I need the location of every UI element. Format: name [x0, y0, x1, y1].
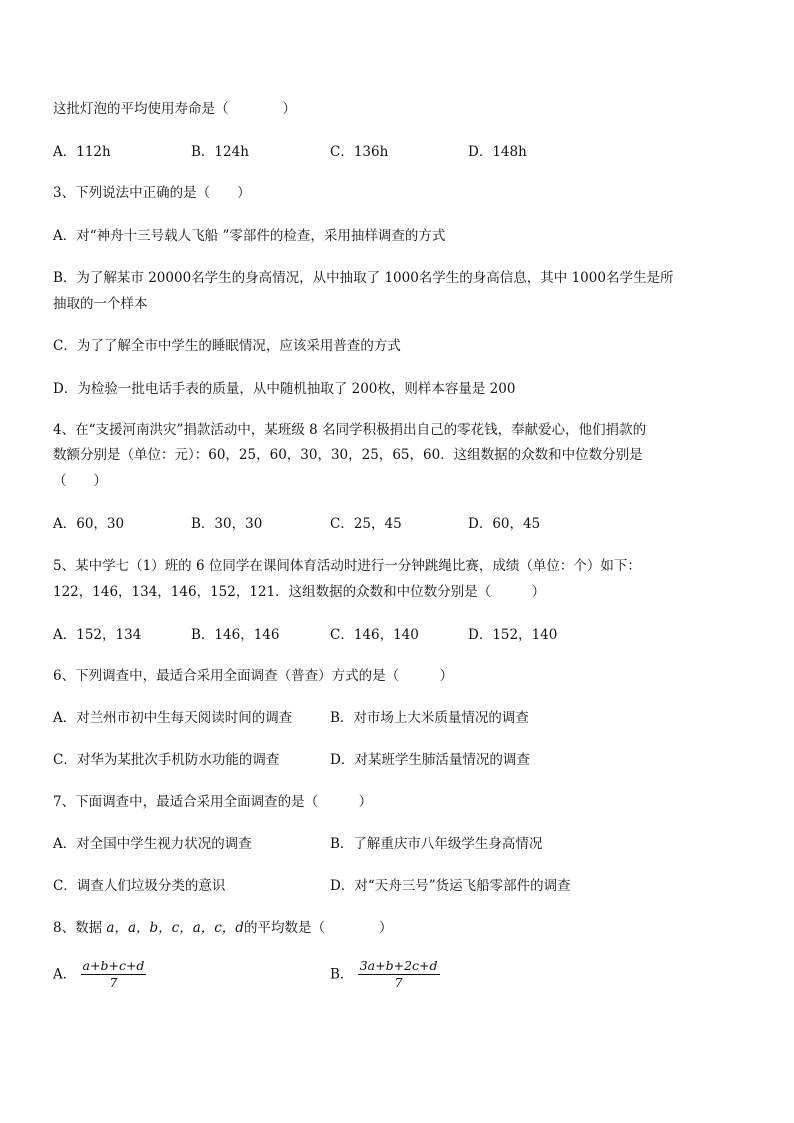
q8-stem — [53, 919, 392, 937]
q4-option-b[interactable]: B．30，30 — [191, 516, 263, 532]
q4-stem-line-3: （ ） — [53, 473, 107, 489]
q8-option-b-fraction — [358, 958, 440, 991]
q7-option-b[interactable]: B．了解重庆市八年级学生身高情况 — [330, 836, 543, 852]
q3-option-a[interactable]: A．对“神舟十三号载人飞船 ”零部件的检查，采用抽样调查的方式 — [53, 228, 446, 244]
q8-stem-suffix: 的平均数是（ ） — [243, 920, 393, 936]
q4-stem-line-1: 4、在“支援河南洪灾”捐款活动中，某班级 8 名同学积极捐出自己的零花钱，奉献爱心，他们捐款的 — [53, 422, 647, 438]
q3-option-c[interactable]: C．为了了解全市中学生的睡眠情况，应该采用普查的方式 — [53, 338, 401, 354]
q5-option-d[interactable]: D．152，140 — [468, 627, 558, 643]
q8-option-a-denominator: 7 — [109, 975, 118, 990]
q8-option-b[interactable] — [330, 958, 440, 991]
q6-option-a[interactable]: A．对兰州市初中生每天阅读时间的调查 — [53, 710, 293, 726]
q8-option-a[interactable] — [53, 958, 146, 991]
q7-option-d[interactable]: D．对“天舟三号”货运飞船零部件的调查 — [330, 878, 571, 894]
q3-option-b[interactable]: B．为了解某市 20000名学生的身高情况，从中抽取了 1000名学生的身高信息，其中 1000名学生是所 — [53, 270, 674, 286]
q8-stem-vars: a，a，b，c，a，c，d — [106, 920, 244, 936]
q8-option-b-numerator: 3a+b+2c+d — [359, 958, 438, 973]
q4-option-a[interactable]: A．60，30 — [53, 516, 125, 532]
q4-option-c[interactable]: C．25，45 — [330, 516, 402, 532]
q5-option-b[interactable]: B．146，146 — [191, 627, 280, 643]
q7-option-a[interactable]: A．对全国中学生视力状况的调查 — [53, 836, 252, 852]
q8-option-a-numerator: a+b+c+d — [82, 958, 145, 973]
q7-stem: 7、下面调查中，最适合采用全面调查的是（ ） — [53, 794, 373, 810]
intro-option-a[interactable]: A．112h — [53, 144, 111, 160]
q3-option-b-cont[interactable]: 抽取的一个样本 — [53, 296, 148, 312]
q5-stem-line-1: 5、某中学七（1）班的 6 位同学在课间体育活动时进行一分钟跳绳比赛，成绩（单位：个）如下： — [53, 558, 641, 574]
q8-option-b-label: B． — [330, 966, 354, 983]
q8-option-a-label: A． — [53, 966, 77, 983]
intro-stem: 这批灯泡的平均使用寿命是（ ） — [53, 101, 296, 117]
q3-option-d[interactable]: D．为检验一批电话手表的质量，从中随机抽取了 200枚，则样本容量是 200 — [53, 381, 516, 397]
q6-stem: 6、下列调查中，最适合采用全面调查（普查）方式的是（ ） — [53, 668, 454, 684]
q8-option-a-fraction — [81, 958, 147, 991]
q8-stem-prefix: 8、数据 — [53, 920, 107, 936]
intro-option-d[interactable]: D．148h — [468, 144, 527, 160]
q5-option-c[interactable]: C．146，140 — [330, 627, 419, 643]
q5-option-a[interactable]: A．152，134 — [53, 627, 142, 643]
q3-stem: 3、下列说法中正确的是（ ） — [53, 185, 251, 201]
intro-option-b[interactable]: B．124h — [191, 144, 249, 160]
q7-option-c[interactable]: C．调查人们垃圾分类的意识 — [53, 878, 226, 894]
q6-option-b[interactable]: B．对市场上大米质量情况的调查 — [330, 710, 529, 726]
intro-option-c[interactable]: C．136h — [330, 144, 389, 160]
q6-option-d[interactable]: D．对某班学生肺活量情况的调查 — [330, 752, 530, 768]
q6-option-c[interactable]: C．对华为某批次手机防水功能的调查 — [53, 752, 280, 768]
q5-stem-line-2: 122，146，134，146，152，121．这组数据的众数和中位数分别是（ ） — [53, 584, 546, 600]
q4-stem-line-2: 数额分别是（单位：元）：60，25，60，30，30，25，65，60．这组数据的众数和中位数分别是 — [53, 447, 643, 463]
q4-option-d[interactable]: D．60，45 — [468, 516, 541, 532]
q8-option-b-denominator: 7 — [394, 975, 403, 990]
